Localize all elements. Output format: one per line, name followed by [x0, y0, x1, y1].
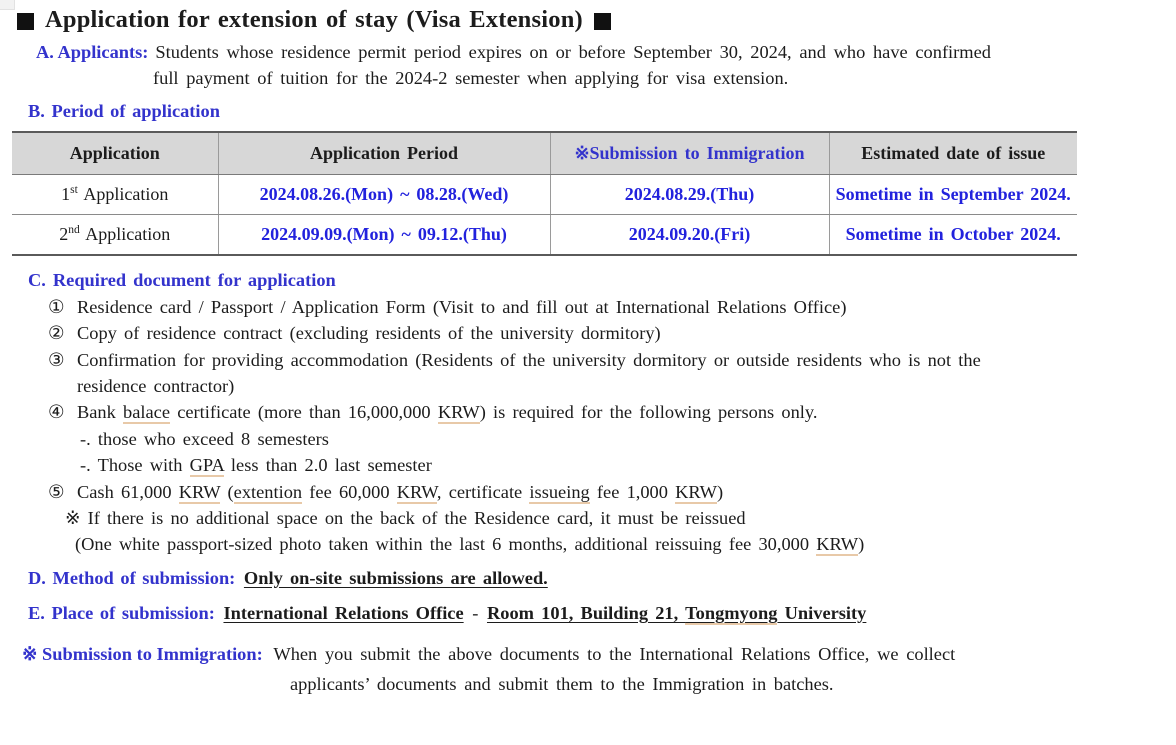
ordinal-suffix: st [70, 183, 78, 196]
final-note [22, 644, 1176, 695]
text-fragment: ( [220, 481, 234, 502]
notes-container [0, 509, 1176, 554]
misspelled-word: balace [123, 402, 170, 423]
text-fragment: certificate (more than 16,000,000 [170, 402, 438, 423]
text-fragment: Room 101, Building 21, [486, 602, 686, 623]
misspelled-word: KRW [816, 534, 859, 555]
list-item-text [48, 483, 723, 501]
cell-issue-1: Sometime in September 2024. [829, 174, 1077, 214]
final-note-line-1 [22, 644, 1176, 665]
section-e-value-office: International Relations Office [223, 602, 464, 623]
circled-number-5-icon: ⑤ [48, 481, 65, 502]
cell-application-2 [12, 214, 218, 255]
sub-bullet-container [0, 430, 1176, 475]
misspelled-word: KRW [396, 481, 437, 502]
section-a-text-2: full payment of tuition for the 2024-2 semester when applying for visa extension. [153, 68, 789, 89]
list-item [0, 403, 1176, 421]
column-header-application-period: Application Period [218, 132, 550, 175]
filled-square-icon-right [594, 13, 611, 30]
circled-number-1-icon: ① [48, 296, 65, 317]
column-header-application: Application [12, 132, 218, 175]
list-item-continuation: residence contractor) [77, 376, 235, 397]
column-header-estimated-date-of-issue: Estimated date of issue [829, 132, 1077, 175]
section-e [28, 603, 1176, 624]
cell-issue-2: Sometime in October 2024. [829, 214, 1077, 255]
text-fragment: Bank [77, 402, 124, 423]
section-b-label: B. Period of application [28, 100, 220, 121]
misspelled-word: KRW [437, 402, 480, 423]
table-row [12, 174, 1077, 214]
section-d-label: D. Method of submission: [28, 567, 236, 588]
section-e-label: E. Place of submission: [28, 602, 215, 623]
text-fragment: ) [717, 481, 724, 502]
ordinal-number: 2 [59, 223, 69, 244]
text-fragment: (One white passport-sized photo taken within the last 6 months, additional reissuing fee 30,000 [75, 534, 817, 555]
note-line-2 [0, 535, 1176, 553]
section-a-label: A. Applicants: [36, 42, 149, 62]
misspelled-word: KRW [675, 481, 718, 502]
final-note-text-2: applicants’ documents and submit them to the Immigration in batches. [290, 673, 834, 694]
section-c-label: C. Required document for application [28, 269, 336, 290]
misspelled-word: extention [233, 481, 303, 502]
table-header [12, 132, 1077, 175]
application-period-table [12, 131, 1077, 256]
circled-number-2-icon: ② [48, 323, 65, 344]
ordinal-suffix: nd [68, 223, 80, 236]
circled-number-4-icon: ④ [48, 402, 65, 423]
sub-bullet-1: -. those who exceed 8 semesters [80, 428, 329, 449]
section-d [28, 568, 1176, 589]
list-item [0, 324, 1176, 342]
final-note-label: ※ Submission to Immigration: [22, 643, 263, 664]
ordinal-number: 1 [61, 183, 71, 204]
document-title-row [0, 0, 1176, 34]
list-item-text [48, 403, 817, 421]
misspelled-word: Tongmyong [685, 602, 778, 623]
section-a-text-1: Students whose residence permit period expires on or before September 30, 2024, and who have confirmed [155, 42, 991, 62]
text-fragment: less than 2.0 last semester [223, 455, 432, 476]
list-item-text: Copy of residence contract (excluding residents of the university dormitory) [77, 323, 661, 344]
list-item [0, 351, 1176, 396]
cell-period-1: 2024.08.26.(Mon) ~ 08.28.(Wed) [218, 174, 550, 214]
application-word: Application [85, 223, 171, 244]
application-word: Application [83, 183, 169, 204]
table-body [12, 174, 1077, 255]
page-title: Application for extension of stay (Visa Extension) [45, 6, 583, 33]
application-period-table-wrapper [12, 131, 1077, 256]
filled-square-icon-left [17, 13, 34, 30]
cell-submission-2: 2024.09.20.(Fri) [550, 214, 829, 255]
circled-number-3-icon: ③ [48, 349, 65, 370]
note-line-1: ※ If there is no additional space on the back of the Residence card, it must be reissued [65, 508, 746, 529]
section-d-value: Only on-site submissions are allowed. [243, 567, 548, 588]
required-documents-list [0, 298, 1176, 554]
column-header-submission-to-immigration: ※Submission to Immigration [550, 132, 829, 175]
section-e-separator: - [472, 602, 479, 623]
table-header-row [12, 132, 1077, 175]
table-row [12, 214, 1077, 255]
misspelled-word: GPA [189, 455, 224, 476]
list-item-text: Confirmation for providing accommodation (Residents of the university dormitory or outside residents who is not the [77, 349, 981, 370]
misspelled-word: issueing [529, 481, 590, 502]
sub-bullet-2 [0, 456, 1176, 474]
list-item [0, 483, 1176, 501]
text-fragment: fee 1,000 [589, 481, 676, 502]
cell-application-1 [12, 174, 218, 214]
cell-submission-1: 2024.08.29.(Thu) [550, 174, 829, 214]
text-fragment: ) is required for the following persons only. [479, 402, 818, 423]
list-item [0, 298, 1176, 316]
section-a-line-1 [36, 43, 1176, 61]
text-fragment: University [777, 602, 867, 623]
text-fragment: Cash 61,000 [77, 481, 179, 502]
text-fragment: , certificate [436, 481, 530, 502]
misspelled-word: KRW [178, 481, 221, 502]
section-e-value-room [487, 603, 866, 625]
section-a [0, 43, 1176, 88]
text-fragment: -. Those with [80, 455, 190, 476]
list-item-text: Residence card / Passport / Application Form (Visit to and fill out at International Relations Office) [77, 296, 847, 317]
text-fragment: fee 60,000 [302, 481, 397, 502]
final-note-text-1: When you submit the above documents to the International Relations Office, we collect [273, 643, 956, 664]
cell-period-2: 2024.09.09.(Mon) ~ 09.12.(Thu) [218, 214, 550, 255]
text-fragment: ) [858, 534, 865, 555]
scan-artifact [0, 0, 15, 10]
